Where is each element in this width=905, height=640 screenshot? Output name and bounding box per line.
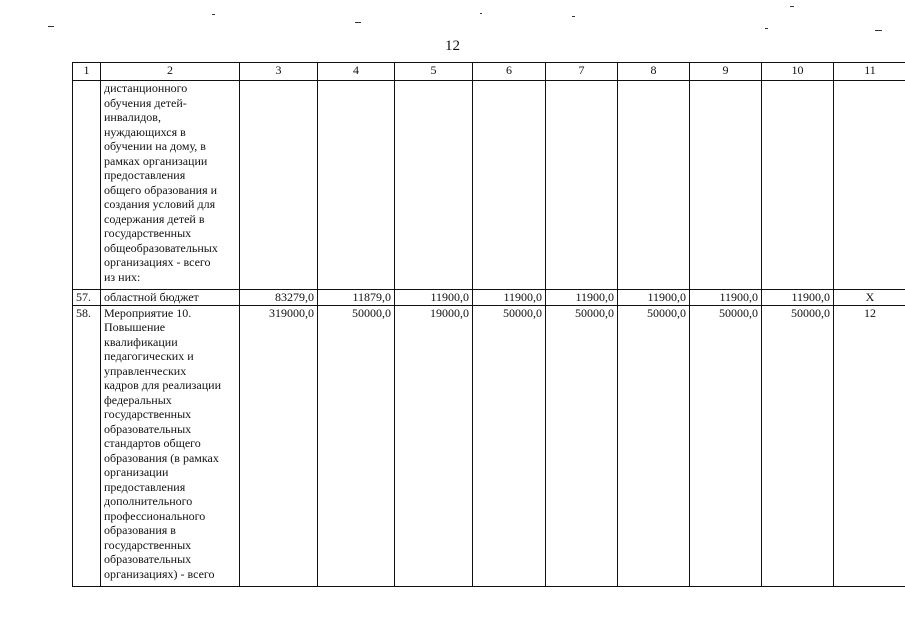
- empty-cell: [240, 81, 318, 290]
- value-cell: 11900,0: [395, 290, 473, 306]
- value-cell: 50000,0: [618, 305, 690, 586]
- col-header-10: 10: [762, 63, 834, 81]
- value-cell: 11900,0: [762, 290, 834, 306]
- last-col-cell: X: [834, 290, 905, 306]
- scan-speck: [48, 26, 54, 27]
- value-cell: 11879,0: [318, 290, 395, 306]
- last-col-cell: 12: [834, 305, 905, 586]
- empty-cell: [318, 81, 395, 290]
- col-header-3: 3: [240, 63, 318, 81]
- value-cell: 11900,0: [546, 290, 618, 306]
- row-description: Мероприятие 10. Повышение квалификации педагогических и управленческих кадров для реализации федеральных государственных образовательных стандартов общего образования (в рамках организации предоставления дополнительного профессионального образования в государственных образовательных организациях) - всего: [101, 305, 240, 586]
- row-number: 57.: [73, 290, 101, 306]
- empty-cell: [762, 81, 834, 290]
- budget-table: [72, 62, 905, 587]
- scan-speck: [480, 13, 482, 14]
- value-cell: 11900,0: [473, 290, 546, 306]
- row-number: 58.: [73, 305, 101, 586]
- scan-speck: [875, 30, 882, 31]
- scan-speck: [212, 14, 215, 15]
- col-header-5: 5: [395, 63, 473, 81]
- page-number: 12: [445, 38, 460, 54]
- scan-speck: [765, 28, 768, 29]
- value-cell: 319000,0: [240, 305, 318, 586]
- table-row-58: [73, 305, 905, 586]
- col-header-7: 7: [546, 63, 618, 81]
- value-cell: 19000,0: [395, 305, 473, 586]
- empty-cell: [618, 81, 690, 290]
- table-row-continued: [73, 81, 905, 290]
- table-row-57: [73, 290, 905, 306]
- empty-cell: [395, 81, 473, 290]
- scan-speck: [355, 22, 361, 23]
- row-description: областной бюджет: [101, 290, 240, 306]
- empty-cell: [834, 81, 905, 290]
- col-header-4: 4: [318, 63, 395, 81]
- col-header-6: 6: [473, 63, 546, 81]
- value-cell: 50000,0: [318, 305, 395, 586]
- col-header-2: 2: [101, 63, 240, 81]
- empty-cell: [546, 81, 618, 290]
- scan-speck: [572, 16, 575, 17]
- value-cell: 50000,0: [762, 305, 834, 586]
- value-cell: 11900,0: [690, 290, 762, 306]
- header-row: [73, 63, 905, 81]
- row-description: дистанционного обучения детей- инвалидов, нуждающихся в обучении на дому, в рамках организации предоставления общего образования и создания условий для содержания детей в государственных общеобразовательных организациях - всего из них:: [101, 81, 240, 290]
- scan-speck: [790, 6, 794, 7]
- col-header-1: 1: [73, 63, 101, 81]
- value-cell: 50000,0: [546, 305, 618, 586]
- empty-cell: [690, 81, 762, 290]
- col-header-11: 11: [834, 63, 905, 81]
- value-cell: 83279,0: [240, 290, 318, 306]
- value-cell: 50000,0: [690, 305, 762, 586]
- value-cell: 11900,0: [618, 290, 690, 306]
- value-cell: 50000,0: [473, 305, 546, 586]
- col-header-9: 9: [690, 63, 762, 81]
- row-number: [73, 81, 101, 290]
- col-header-8: 8: [618, 63, 690, 81]
- empty-cell: [473, 81, 546, 290]
